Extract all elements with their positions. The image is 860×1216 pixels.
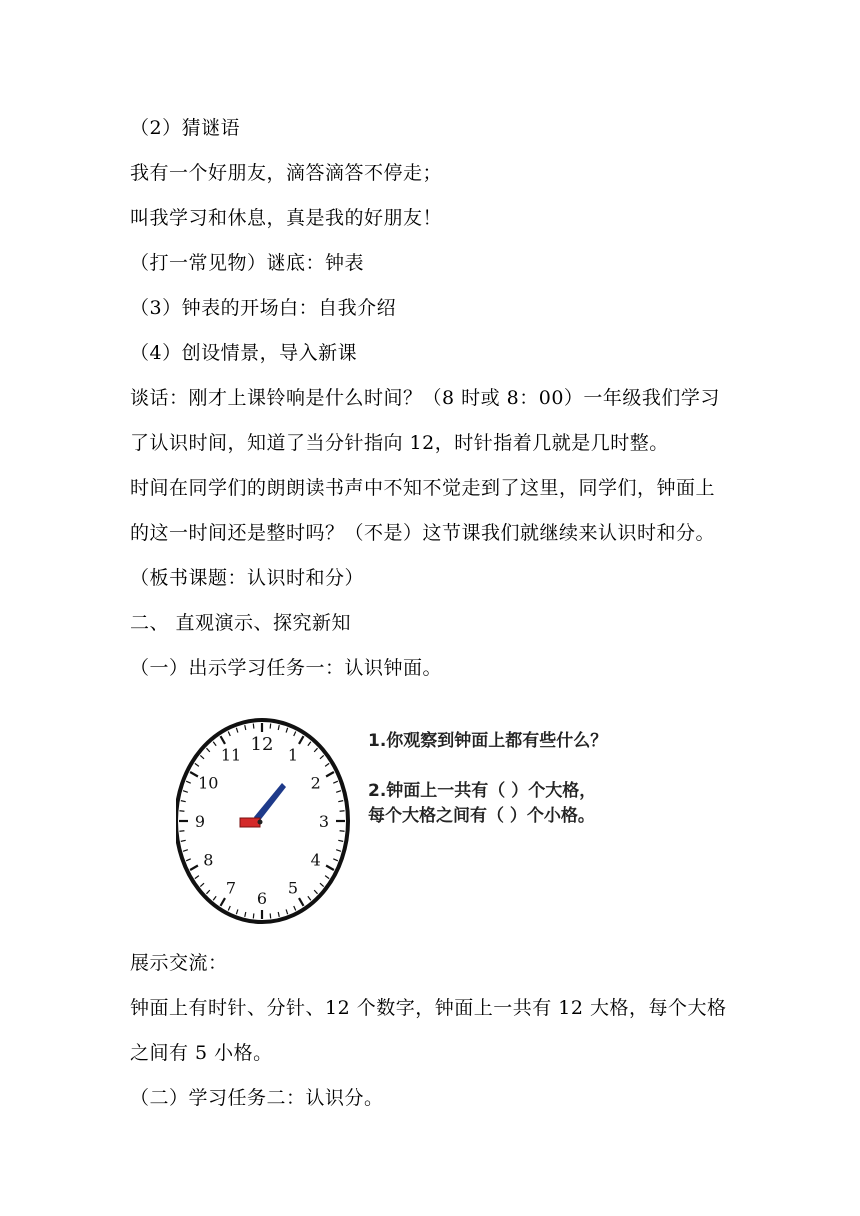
question-1: 1.你观察到钟面上都有些什么？ [368,731,608,751]
clock-tick [253,724,254,729]
clock-number: 7 [225,878,237,898]
paragraph-riddle-line2: 叫我学习和休息，真是我的好朋友！ [130,207,443,229]
paragraph-task1: （一）出示学习任务一：认识钟面。 [130,657,443,679]
clock-number: 9 [194,812,206,831]
paragraph-riddle-heading: （2）猜谜语 [130,117,241,139]
clock-number: 8 [203,850,214,870]
paragraph-self-intro: （3）钟表的开场白：自我介绍 [130,297,397,319]
paragraph-board-title: （板书课题：认识时和分） [130,567,365,589]
paragraph-show-exchange: 展示交流： [130,952,228,974]
clock-number: 12 [250,734,274,755]
clock-tick [340,811,345,812]
paragraph-answer-line2: 之间有 5 小格。 [130,1042,273,1064]
question-2-line2: 每个大格之间有（ ）个小格。 [368,806,595,826]
paragraph-riddle-line1: 我有一个好朋友，滴答滴答不停走； [130,162,443,184]
clock-number: 2 [310,773,321,793]
clock-number: 3 [318,812,330,831]
paragraph-task2: （二）学习任务二：认识分。 [130,1087,384,1109]
paragraph-talk-line1: 谈话：刚才上课铃响是什么时间？（8 时或 8：00）一年级我们学习 [130,387,720,409]
paragraph-answer-line1: 钟面上有时针、分针、12 个数字，钟面上一共有 12 大格，每个大格 [130,997,727,1019]
clock-number: 10 [198,773,219,793]
clock-number: 6 [256,889,268,908]
clock-figure [176,715,656,927]
clock-number: 1 [287,745,299,765]
clock-face-icon [176,715,376,927]
clock-number: 11 [220,745,242,765]
clock-tick [340,831,345,832]
clock-tick [179,811,184,812]
clock-tick [270,913,271,918]
section-heading-explore: 二、 直观演示、探究新知 [130,612,352,634]
paragraph-talk-line3: 时间在同学们的朗朗读书声中不知不觉走到了这里，同学们，钟面上 [130,477,716,499]
paragraph-talk-line4: 的这一时间还是整时吗？（不是）这节课我们就继续来认识时和分。 [130,522,716,544]
paragraph-riddle-answer: （打一常见物）谜底：钟表 [130,252,365,274]
paragraph-talk-line2: 了认识时间，知道了当分针指向 12，时针指着几就是几时整。 [130,432,669,454]
clock-tick [253,913,254,918]
question-2-line1: 2.钟面上一共有（ ）个大格， [368,781,597,801]
hour-hand-icon [240,818,260,827]
paragraph-scene-heading: （4）创设情景，导入新课 [130,342,358,364]
clock-number: 4 [310,850,321,870]
clock-tick [179,831,184,832]
clock-tick [270,724,271,729]
clock-number: 5 [287,878,299,898]
